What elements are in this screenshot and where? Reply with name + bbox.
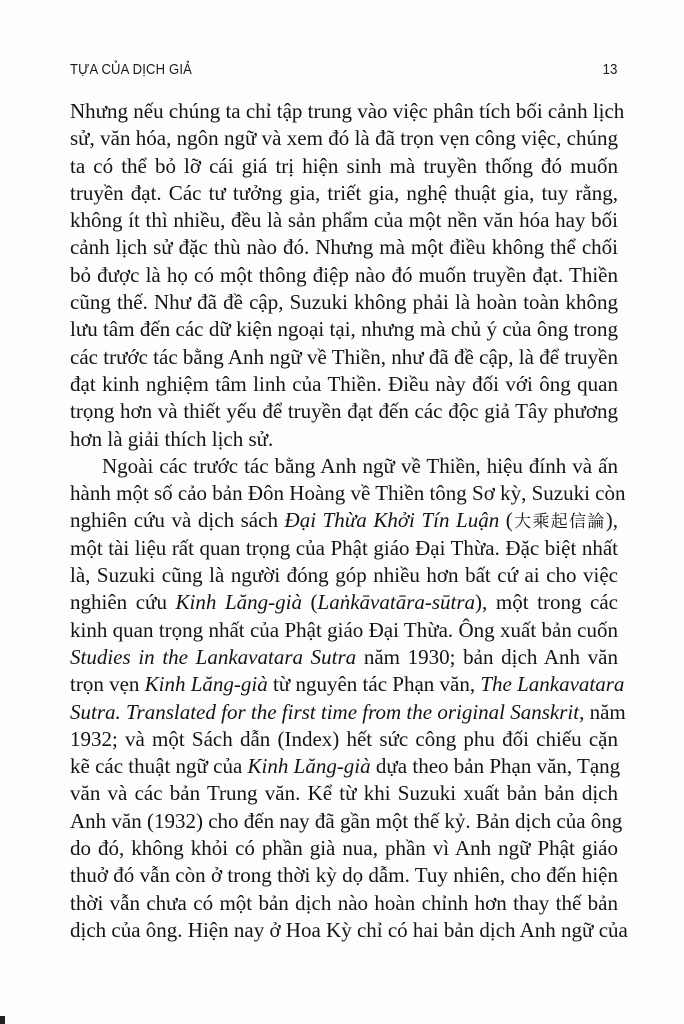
text-line (70, 289, 618, 316)
text-line (70, 398, 618, 425)
text-line (70, 480, 626, 507)
text-run: ), (605, 508, 619, 533)
text-line (70, 753, 621, 780)
scan-corner-mark (0, 1016, 5, 1024)
body-text (70, 98, 628, 944)
text-run: sử, văn hóa, ngôn ngữ và xem đó là đã trọn vẹn công việc, chúng (70, 126, 618, 151)
text-run: truyền đạt. Các tư tưởng gia, triết gia, nghệ thuật gia, tuy rằng, (70, 180, 618, 205)
text-run: kinh quan trọng nhất của Phật giáo Đại Thừa. Ông xuất bản cuốn (70, 617, 618, 642)
italic-title: Sutra. Translated for the first time from the original Sanskrit (70, 699, 580, 724)
text-line (70, 699, 626, 726)
text-run: nghiên cứu và dịch sách (70, 508, 285, 533)
text-run: thời vẫn chưa có một bản dịch nào hoàn chỉnh hơn thay thế bản (70, 890, 618, 915)
text-run: ), một trong các (475, 590, 618, 615)
text-line (70, 507, 618, 534)
text-line (70, 316, 618, 343)
text-line (70, 153, 618, 180)
text-line (70, 453, 618, 480)
text-line (70, 262, 618, 289)
text-run: Nhưng nếu chúng ta chỉ tập trung vào việc phân tích bối cảnh lịch (70, 99, 625, 123)
italic-title: Kinh Lăng-già (247, 754, 371, 779)
text-run: ta có thể bỏ lỡ cái giá trị hiện sinh mà truyền thống đó muốn (70, 153, 618, 178)
italic-title: Laṅkāvatāra-sūtra (317, 590, 476, 615)
text-line (70, 234, 618, 261)
text-line (70, 617, 618, 644)
italic-title: Kinh Lăng-già (175, 590, 302, 615)
text-run: bỏ được là họ có một thông điệp nào đó muốn truyền đạt. Thiền (70, 262, 618, 287)
text-run: cảnh lịch sử đặc thù nào đó. Nhưng mà một điều không thể chối (70, 235, 618, 260)
text-run: từ nguyên tác Phạn văn, (267, 672, 481, 697)
text-run: đạt kinh nghiệm tâm linh của Thiền. Điều này đối với ông quan (70, 371, 618, 396)
text-run: 1932; và một Sách dẫn (Index) hết sức công phu đối chiếu cặn (70, 726, 618, 751)
text-run: hơn là giải thích lịch sử. (70, 426, 274, 451)
text-line (70, 671, 625, 698)
text-line (70, 890, 618, 917)
text-line (70, 780, 618, 807)
text-line (70, 562, 618, 589)
page-number: 13 (603, 62, 618, 78)
text-run: do đó, không khỏi có phần già nua, phần vì Anh ngữ Phật giáo (70, 836, 618, 861)
text-run: , năm (579, 699, 626, 724)
text-run: là, Suzuki cũng là người đóng góp nhiều hơn bất cứ ai cho việc (70, 563, 618, 588)
text-line (70, 535, 618, 562)
text-line (70, 808, 623, 835)
text-line (70, 344, 618, 371)
italic-title: Đại Thừa Khởi Tín Luận (284, 508, 500, 533)
text-run: thuở đó vẫn còn ở trong thời kỳ dọ dẫm. Tuy nhiên, cho đến hiện (70, 863, 618, 888)
text-run: ( (301, 590, 318, 615)
text-line (70, 862, 618, 889)
paragraph (70, 98, 625, 453)
text-line (70, 726, 618, 753)
text-run: văn và các bản Trung văn. Kể từ khi Suzuki xuất bản bản dịch (70, 781, 618, 806)
running-header (70, 62, 618, 86)
text-run: lưu tâm đến các dữ kiện ngoại tại, nhưng mà chủ ý của ông trong (70, 317, 618, 342)
text-run: Ngoài các trước tác bằng Anh ngữ về Thiền, hiệu đính và ấn (102, 453, 618, 478)
paragraph (70, 453, 628, 944)
text-line (70, 589, 618, 616)
text-run: hành một số cảo bản Đôn Hoàng về Thiền tông Sơ kỳ, Suzuki còn (70, 481, 626, 506)
text-run: dịch của ông. Hiện nay ở Hoa Kỳ chỉ có hai bản dịch Anh ngữ của (70, 917, 628, 942)
text-run: ( (499, 508, 513, 533)
text-line (70, 426, 618, 453)
text-run: dựa theo bản Phạn văn, Tạng (370, 754, 621, 779)
text-run: một tài liệu rất quan trọng của Phật giáo Đại Thừa. Đặc biệt nhất (70, 535, 618, 560)
text-run: các trước tác bằng Anh ngữ về Thiền, như đã đề cập, là để truyền (70, 344, 618, 369)
text-run: năm 1930; bản dịch Anh văn (356, 644, 618, 669)
text-line (70, 180, 618, 207)
text-line (70, 125, 618, 152)
text-run: trọng hơn và thiết yếu để truyền đạt đến các độc giả Tây phương (70, 399, 618, 424)
text-line (70, 207, 618, 234)
italic-title: The Lankavatara (480, 672, 625, 697)
chinese-title: 大乘起信論 (512, 512, 606, 533)
running-title: TỰA CỦA DỊCH GIẢ (70, 62, 193, 78)
text-run: không ít thì nhiều, đều là sản phẩm của một nền văn hóa hay bối (70, 208, 618, 233)
text-line (70, 835, 618, 862)
text-run: nghiên cứu (70, 590, 176, 615)
text-line (70, 98, 625, 125)
text-line (70, 917, 628, 944)
italic-title: Studies in the Lankavatara Sutra (70, 644, 357, 669)
text-run: trọn vẹn (70, 672, 145, 697)
text-line (70, 644, 618, 671)
text-line (70, 371, 618, 398)
text-run: kẽ các thuật ngữ của (70, 754, 248, 779)
text-run: cũng thế. Như đã đề cập, Suzuki không phải là hoàn toàn không (70, 290, 618, 315)
text-run: Anh văn (1932) cho đến nay đã gần một thế kỷ. Bản dịch của ông (70, 808, 623, 833)
italic-title: Kinh Lăng-già (144, 672, 268, 697)
